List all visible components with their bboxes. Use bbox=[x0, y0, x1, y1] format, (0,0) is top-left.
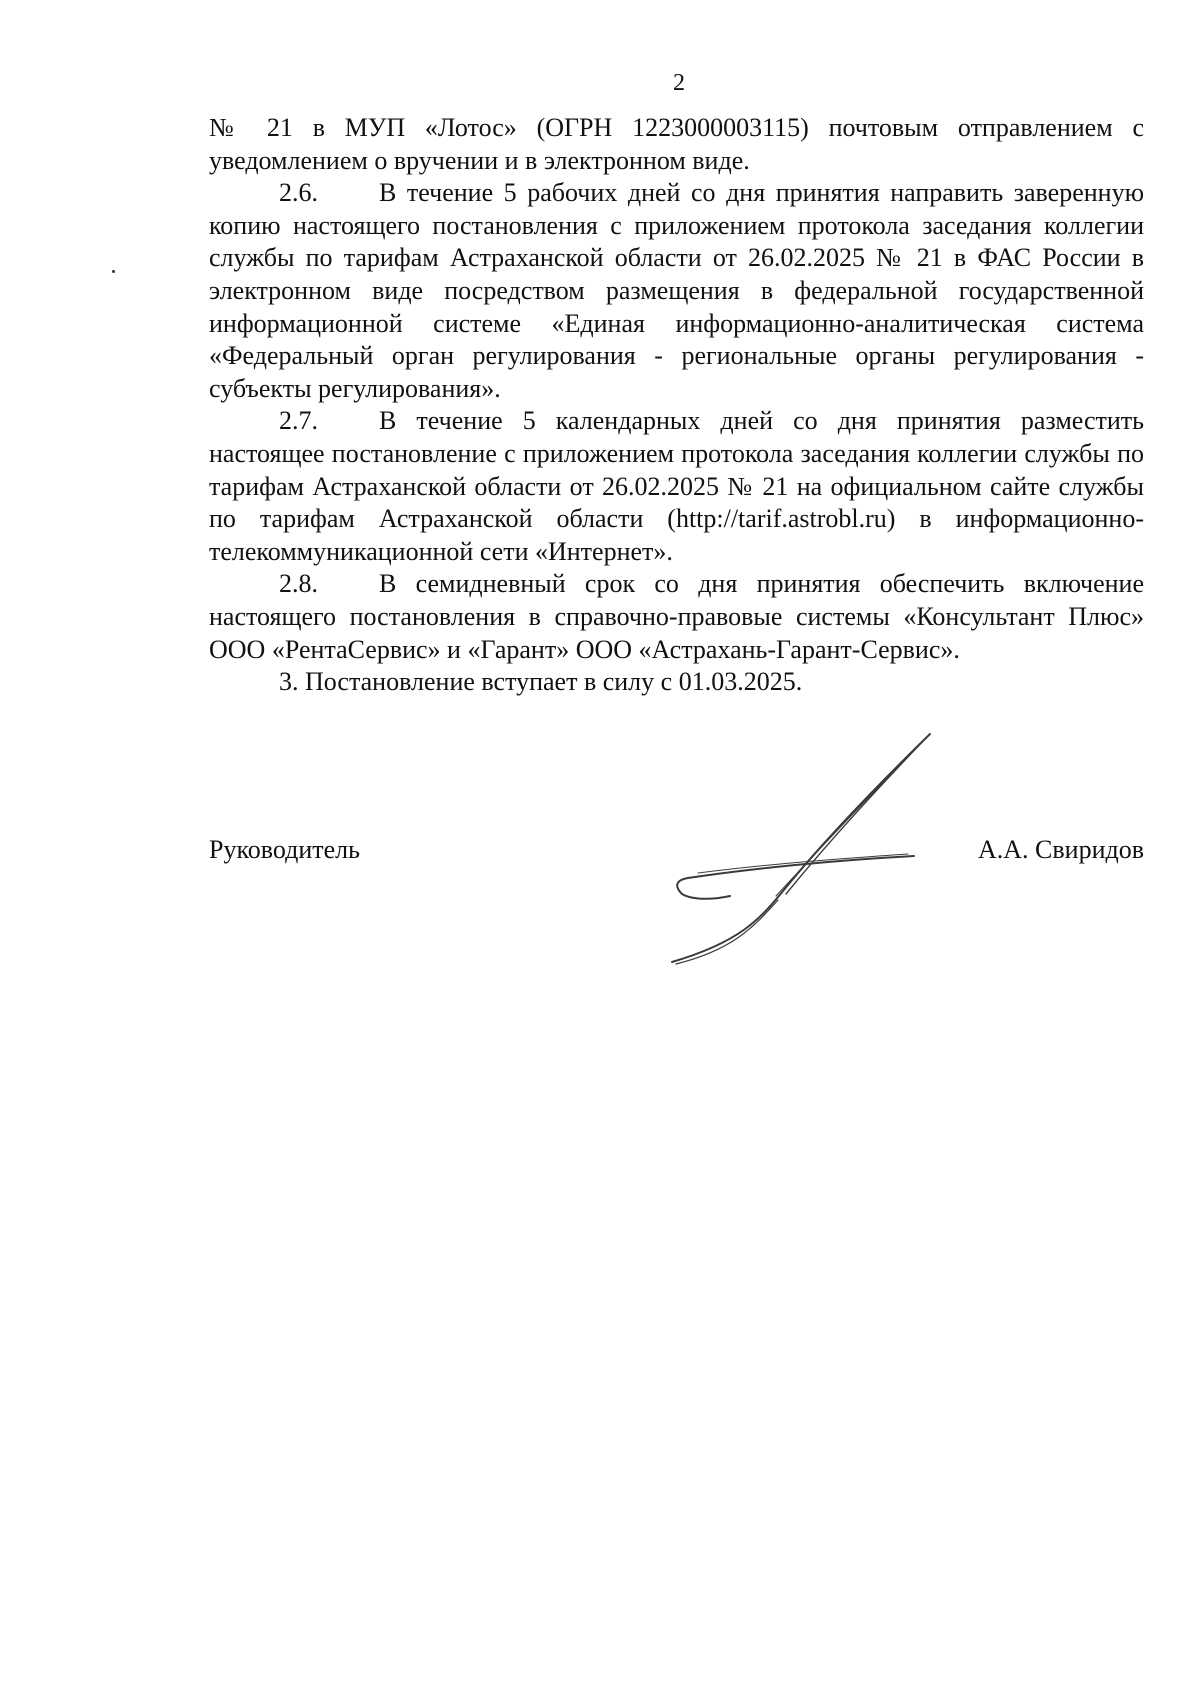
paragraph-number: 2.7. bbox=[279, 406, 318, 436]
signatory-role: Руководитель bbox=[209, 835, 360, 864]
paragraph-text: 3. Постановление вступает в силу с 01.03.2025. bbox=[279, 667, 803, 697]
paragraph-2-6 bbox=[209, 177, 1144, 405]
paragraph-2-7 bbox=[209, 405, 1144, 568]
paragraph-text: В течение 5 календарных дней со дня принятия разместить настоящее постановление с приложением протокола заседания коллегии службы по тарифам Астраханской области от 26.02.2025 № 21 на официальном сайте службы по тарифам Астраханской области (http://tarif.astrobl.ru) в информационно-телекоммуникационной сети «Интернет». bbox=[209, 406, 1144, 566]
paragraph-number: 2.8. bbox=[279, 569, 318, 599]
document-body bbox=[209, 112, 1144, 699]
paragraph-continuation bbox=[209, 112, 1144, 177]
signatory-name: А.А. Свиридов bbox=[977, 835, 1144, 864]
handwritten-signature bbox=[668, 728, 938, 968]
paragraph-3 bbox=[209, 666, 1144, 699]
scan-speck bbox=[112, 270, 115, 273]
paragraph-2-8 bbox=[209, 568, 1144, 666]
paragraph-text: № 21 в МУП «Лотос» (ОГРН 1223000003115) почтовым отправлением с уведомлением о вручении и в электронном виде. bbox=[209, 113, 1144, 175]
paragraph-text: В семидневный срок со дня принятия обеспечить включение настоящего постановления в справочно-правовые системы «Консультант Плюс» ООО «РентаСервис» и «Гарант» ООО «Астрахань-Гарант-Сервис». bbox=[209, 569, 1144, 664]
paragraph-text: В течение 5 рабочих дней со дня принятия направить заверенную копию настоящего постановления с приложением протокола заседания коллегии службы по тарифам Астраханской области от 26.02.2025 № 21 в ФАС России в электронном виде посредством размещения в федеральной государственной информационной системе «Единая информационно-аналитическая система «Федеральный орган регулирования - региональные органы регулирования - субъекты регулирования». bbox=[209, 178, 1144, 403]
page-number: 2 bbox=[673, 70, 685, 96]
paragraph-number: 2.6. bbox=[279, 178, 318, 208]
